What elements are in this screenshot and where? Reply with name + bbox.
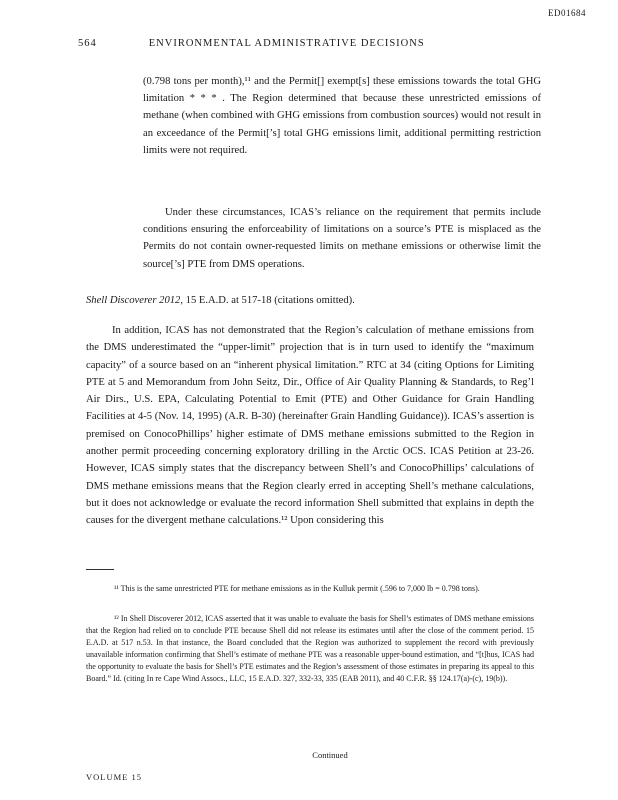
footnote-11 xyxy=(86,583,534,595)
block-quote-second-paragraph xyxy=(143,204,541,273)
footnote-12-text: ¹² In Shell Discoverer 2012, ICAS asserted that it was unable to evaluate the basis for Shell’s estimates of DMS methane emissions that the Region had relied on to conclude PTE because Shell did not release its estimates until after the close of the comment period. 15 E.A.D. at 517 n.53. In that instance, the Board concluded that the Region was authorized to supplement the record with previously unavailable information confirming that Shell’s estimate of methane PTE was a reasonable upper-bound estimation, and “[t]hus, ICAS had the opportunity to evaluate the basis for Shell’s PTE estimates and the Region’s assessment of those estimates in preparing its appeal to this Board.” Id. (citing In re Cape Wind Assocs., LLC, 15 E.A.D. 327, 332-33, 335 (EAB 2011), and 40 C.F.R. §§ 124.17(a)-(c), 19(b)). xyxy=(86,614,534,683)
quote-paragraph-1: (0.798 tons per month),¹¹ and the Permit[] exempt[s] these emissions towards the total GHG limitation * * * . The Region determined that because these unrestricted emissions of methane (when combined with GHG emissions from combustion sources) would not result in an exceedance of the Permit[’s] total GHG emissions limit, additional permitting restriction limits were not required. xyxy=(143,76,541,156)
running-document-id: ED01684 xyxy=(548,8,586,18)
footnote-separator xyxy=(86,569,114,570)
page-number: 564 xyxy=(78,38,97,49)
running-title: ENVIRONMENTAL ADMINISTRATIVE DECISIONS xyxy=(148,38,425,49)
footnote-12 xyxy=(86,613,534,685)
volume-footer: VOLUME 15 xyxy=(86,772,142,782)
footnote-11-text: ¹¹ This is the same unrestricted PTE for methane emissions as in the Kulluk permit (.596 to 7,000 lb = 0.798 tons). xyxy=(114,584,480,593)
citation-case-name: Shell Discoverer 2012 xyxy=(86,295,181,306)
continued-label: Continued xyxy=(312,750,348,760)
body-text xyxy=(86,322,534,530)
quote-citation xyxy=(86,295,355,306)
block-quote-first-paragraph xyxy=(143,73,541,159)
continued-notice xyxy=(0,750,618,760)
running-header xyxy=(78,38,425,49)
body-paragraph: In addition, ICAS has not demonstrated that the Region’s calculation of methane emissions from the DMS underestimated the “upper-limit” projection that is in turn used to identify the “maximum capacity” of a source based on an “inherent physical limitation.” RTC at 34 (citing Options for Limiting PTE at 5 and Memorandum from John Seitz, Dir., Office of Air Quality Planning & Standards, to Reg’l Air Dirs., U.S. EPA, Calculating Potential to Emit (PTE) and Other Guidance for Grain Handling Facilities at 4-5 (Nov. 14, 1995) (A.R. B-30) (hereinafter Grain Handling Guidance)). ICAS’s assertion is premised on ConocoPhillips’ higher estimate of DMS methane emissions submitted to the Region in another permit proceeding concerning exploratory drilling in the Arctic OCS. ICAS Petition at 23-26. However, ICAS simply states that the discrepancy between Shell’s and ConocoPhillips’ calculations of DMS methane emissions means that the Region clearly erred in accepting Shell’s methane calculations, but it does not acknowledge or evaluate the record information Shell submitted that explains in depth the causes for the divergent methane calculations.¹² Upon considering this xyxy=(86,325,534,527)
quote-paragraph-2: Under these circumstances, ICAS’s reliance on the requirement that permits include conditions ensuring the enforceability of limitations on a source’s PTE is misplaced as the Permits do not contain owner-requested limits on methane emissions or otherwise limit the source[’s] PTE from DMS operations. xyxy=(143,207,541,270)
citation-pinpoint: , 15 E.A.D. at 517-18 (citations omitted). xyxy=(180,295,355,306)
